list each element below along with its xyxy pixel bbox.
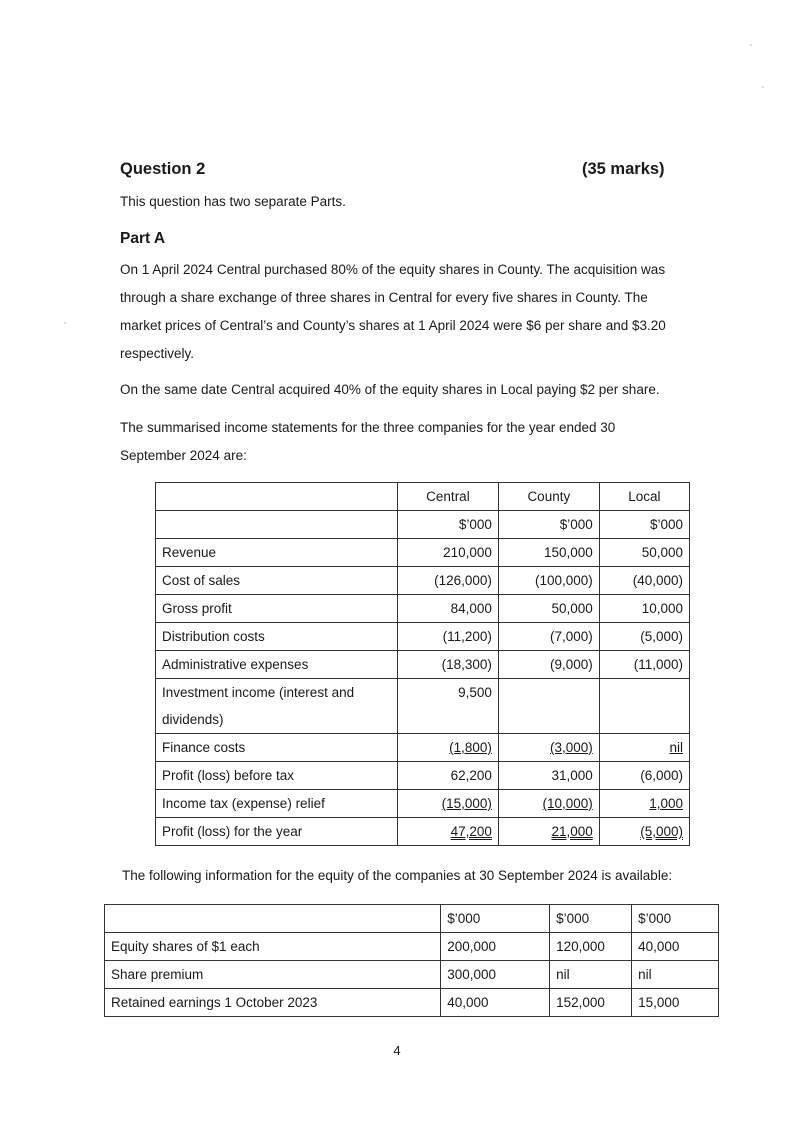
paragraph-line: market prices of Central’s and County’s shares at 1 April 2024 were $6 per share and $3.20 — [120, 318, 666, 333]
value-cell: 62,200 — [398, 762, 499, 790]
table-cell — [105, 905, 441, 933]
value-cell: 10,000 — [599, 595, 689, 623]
table-units-row — [156, 511, 690, 539]
table-cell — [156, 483, 398, 511]
value-text: 21,000 — [551, 824, 593, 839]
value-cell — [498, 818, 599, 846]
unit-cell: $’000 — [441, 905, 550, 933]
row-label: Profit (loss) before tax — [156, 762, 398, 790]
value-cell: (18,300) — [398, 651, 499, 679]
value-cell — [599, 679, 689, 734]
value-cell: 152,000 — [550, 989, 632, 1017]
table-row — [105, 933, 719, 961]
value-text: (5,000) — [640, 824, 683, 839]
value-cell — [498, 790, 599, 818]
value-cell — [599, 790, 689, 818]
value-cell: (100,000) — [498, 567, 599, 595]
question-title: Question 2 — [120, 160, 206, 178]
value-cell: nil — [550, 961, 632, 989]
part-a-heading: Part A — [120, 230, 166, 247]
value-cell — [498, 734, 599, 762]
value-text: (3,000) — [550, 740, 593, 755]
unit-cell: $’000 — [498, 511, 599, 539]
table-row — [156, 539, 690, 567]
value-cell — [599, 818, 689, 846]
question-intro: This question has two separate Parts. — [120, 194, 346, 209]
value-cell: 9,500 — [398, 679, 499, 734]
row-label: Cost of sales — [156, 567, 398, 595]
unit-cell: $’000 — [550, 905, 632, 933]
value-text: (15,000) — [441, 796, 492, 811]
paragraph-line: through a share exchange of three shares in Central for every five shares in County. The — [120, 290, 648, 305]
row-label: Income tax (expense) relief — [156, 790, 398, 818]
part-a-paragraph-1 — [120, 256, 680, 368]
row-label: Retained earnings 1 October 2023 — [105, 989, 441, 1017]
paragraph-line: September 2024 are: — [120, 448, 247, 463]
table-header-row — [156, 483, 690, 511]
paragraph-line: respectively. — [120, 346, 195, 361]
value-cell: (11,000) — [599, 651, 689, 679]
value-cell: 40,000 — [441, 989, 550, 1017]
value-cell: (126,000) — [398, 567, 499, 595]
value-cell — [498, 679, 599, 734]
row-label: Finance costs — [156, 734, 398, 762]
table-row — [105, 989, 719, 1017]
value-text: (1,800) — [449, 740, 492, 755]
income-statement-table — [155, 482, 690, 846]
value-cell: (6,000) — [599, 762, 689, 790]
unit-cell: $’000 — [398, 511, 499, 539]
paragraph-line: The summarised income statements for the three companies for the year ended 30 — [120, 420, 616, 435]
table-row — [156, 595, 690, 623]
row-label: Share premium — [105, 961, 441, 989]
value-cell: (11,200) — [398, 623, 499, 651]
column-header-central: Central — [398, 483, 499, 511]
value-cell — [398, 734, 499, 762]
value-cell — [398, 818, 499, 846]
table-row — [105, 961, 719, 989]
row-label-line: dividends) — [162, 712, 224, 727]
value-cell — [398, 790, 499, 818]
part-a-paragraph-3 — [120, 414, 680, 470]
scan-speck — [762, 86, 764, 88]
scan-speck — [750, 44, 752, 46]
equity-note: The following information for the equity of the companies at 30 September 2024 is available: — [122, 868, 673, 883]
value-cell: (7,000) — [498, 623, 599, 651]
row-label: Equity shares of $1 each — [105, 933, 441, 961]
part-a-paragraph-2: On the same date Central acquired 40% of the equity shares in Local paying $2 per share. — [120, 382, 660, 397]
row-label — [156, 679, 398, 734]
value-cell: 15,000 — [632, 989, 719, 1017]
value-cell: 200,000 — [441, 933, 550, 961]
row-label: Administrative expenses — [156, 651, 398, 679]
row-label-line: Investment income (interest and — [162, 685, 355, 700]
table-row — [156, 623, 690, 651]
value-cell: nil — [632, 961, 719, 989]
table-row — [156, 790, 690, 818]
value-cell: 150,000 — [498, 539, 599, 567]
table-units-row — [105, 905, 719, 933]
column-header-local: Local — [599, 483, 689, 511]
value-cell: 50,000 — [599, 539, 689, 567]
value-cell: 210,000 — [398, 539, 499, 567]
value-text: nil — [669, 740, 683, 755]
value-text: (10,000) — [542, 796, 593, 811]
unit-cell: $’000 — [632, 905, 719, 933]
page-number: 4 — [393, 1043, 401, 1058]
value-cell: 84,000 — [398, 595, 499, 623]
value-cell: 50,000 — [498, 595, 599, 623]
table-row — [156, 762, 690, 790]
value-text: 1,000 — [649, 796, 683, 811]
question-marks: (35 marks) — [582, 160, 665, 178]
row-label: Revenue — [156, 539, 398, 567]
value-text: 47,200 — [450, 824, 492, 839]
table-row — [156, 818, 690, 846]
value-cell: 120,000 — [550, 933, 632, 961]
equity-table — [104, 904, 719, 1017]
unit-cell: $’000 — [599, 511, 689, 539]
row-label: Profit (loss) for the year — [156, 818, 398, 846]
table-row — [156, 567, 690, 595]
table-row — [156, 679, 690, 734]
scan-speck — [64, 322, 66, 324]
value-cell: 31,000 — [498, 762, 599, 790]
value-cell: (5,000) — [599, 623, 689, 651]
row-label: Distribution costs — [156, 623, 398, 651]
value-cell — [599, 734, 689, 762]
value-cell: 40,000 — [632, 933, 719, 961]
row-label: Gross profit — [156, 595, 398, 623]
column-header-county: County — [498, 483, 599, 511]
value-cell: 300,000 — [441, 961, 550, 989]
table-row — [156, 651, 690, 679]
table-row — [156, 734, 690, 762]
value-cell: (40,000) — [599, 567, 689, 595]
table-cell — [156, 511, 398, 539]
paragraph-line: On 1 April 2024 Central purchased 80% of the equity shares in County. The acquisition was — [120, 262, 666, 277]
value-cell: (9,000) — [498, 651, 599, 679]
